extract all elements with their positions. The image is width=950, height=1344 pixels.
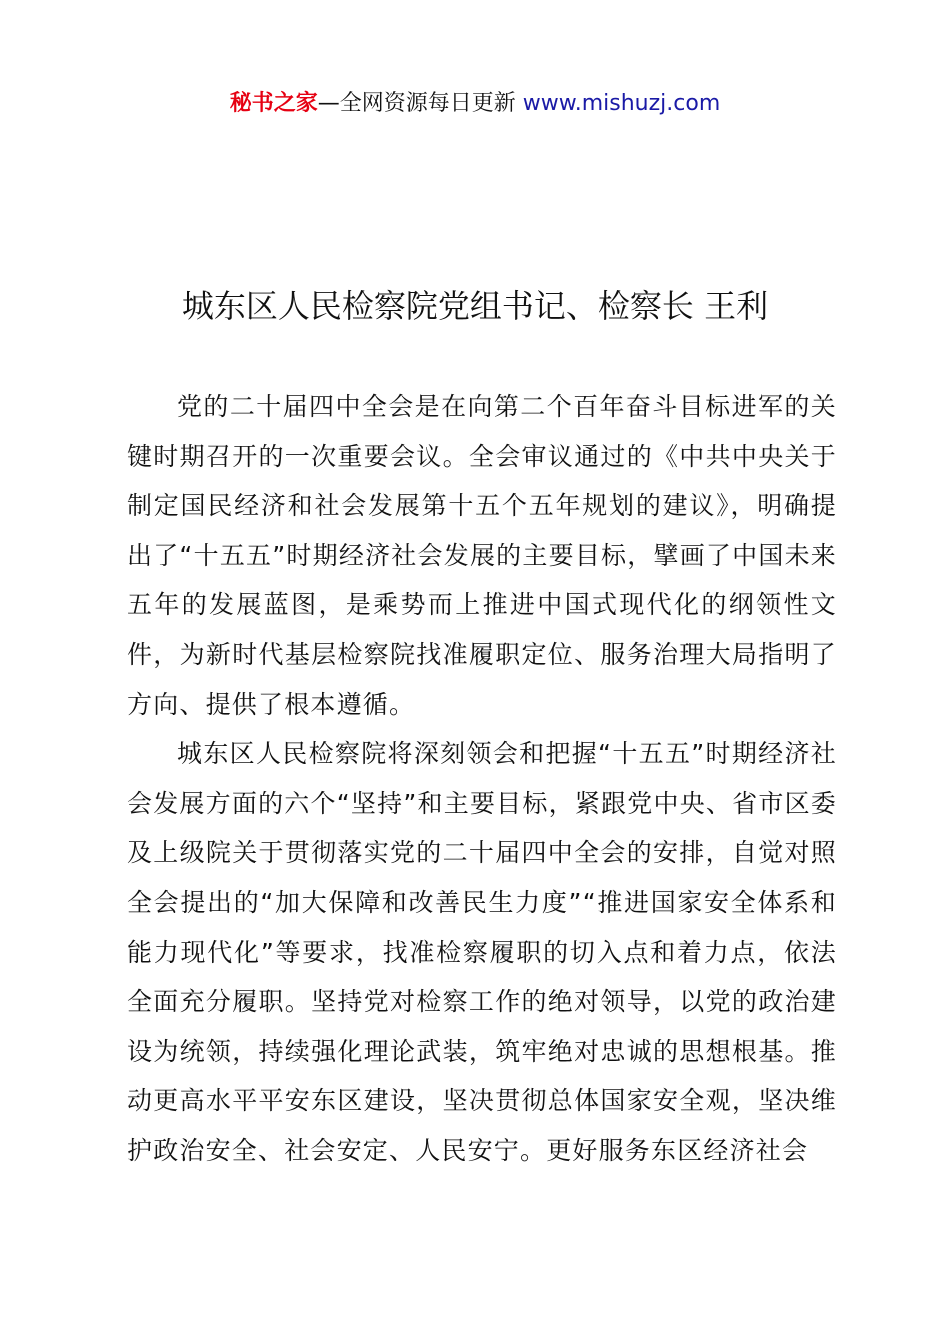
site-url-link[interactable]: www.mishuzj.com [522, 91, 721, 116]
document-body [127, 382, 837, 1176]
paragraph-2: 城东区人民检察院将深刻领会和把握“十五五”时期经济社会发展方面的六个“坚持”和主要目标，紧跟党中央、省市区委及上级院关于贯彻落实党的二十届四中全会的安排，自觉对照全会提出的“加大保障和改善民生力度”“推进国家安全体系和能力现代化”等要求，找准检察履职的切入点和着力点，依法全面充分履职。坚持党对检察工作的绝对领导，以党的政治建设为统领，持续强化理论武装，筑牢绝对忠诚的思想根基。推动更高水平平安东区建设，坚决贯彻总体国家安全观，坚决维护政治安全、社会安定、人民安宁。更好服务东区经济社会 [127, 739, 837, 1165]
paragraph-1: 党的二十届四中全会是在向第二个百年奋斗目标进军的关键时期召开的一次重要会议。全会审议通过的《中共中央关于制定国民经济和社会发展第十五个五年规划的建议》，明确提出了“十五五”时期经济社会发展的主要目标，擘画了中国未来五年的发展蓝图，是乘势而上推进中国式现代化的纲领性文件，为新时代基层检察院找准履职定位、服务治理大局指明了方向、提供了根本遵循。 [127, 392, 837, 719]
site-tagline: —全网资源每日更新 [317, 91, 523, 116]
site-header [0, 88, 950, 120]
site-brand: 秘书之家 [229, 91, 318, 116]
document-title: 城东区人民检察院党组书记、检察长 王利 [181, 287, 769, 325]
